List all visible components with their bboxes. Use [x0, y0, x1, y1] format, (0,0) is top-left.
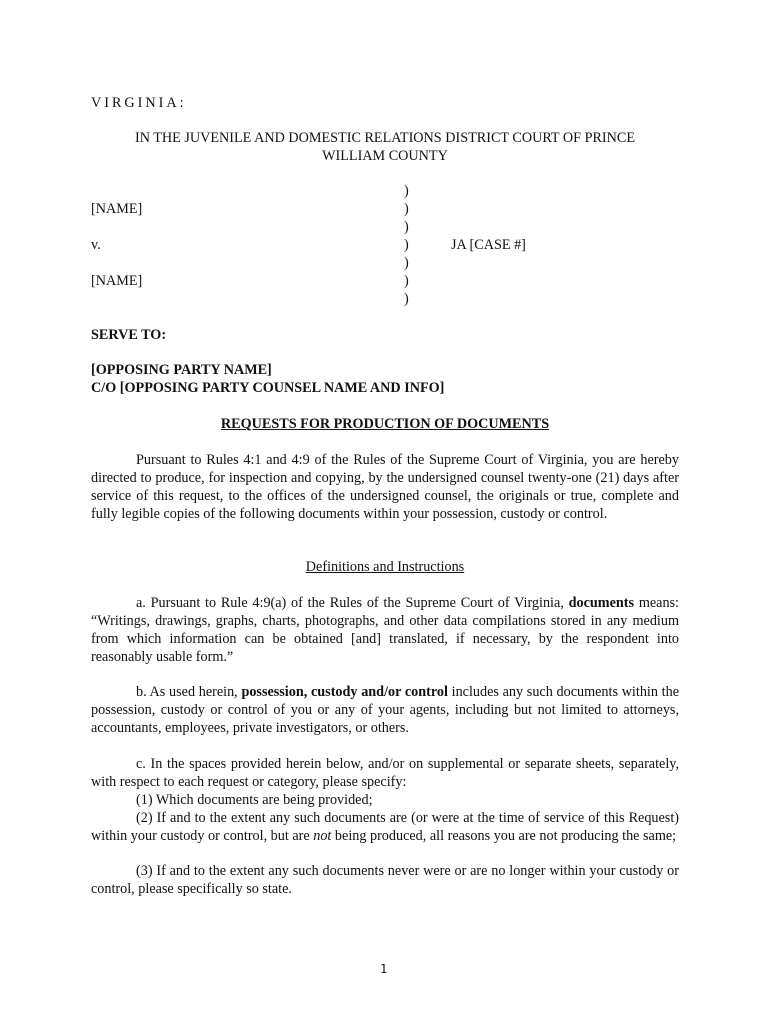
intro-paragraph: Pursuant to Rules 4:1 and 4:9 of the Rules of the Supreme Court of Virginia, you are hereby directed to produce, for inspection and copying, by the undersigned counsel twenty-one (21) days after service of this request, to the offices of the undersigned counsel, the originals or true, complete and fully legible copies of the following documents within your possession, custody or control.	[91, 452, 679, 522]
definition-a-text: means: “Writings, drawings, graphs, charts, photographs, and other data compilations stored in any medium from which information can be obtained [and] translated, if necessary, by the respondent into reasonably usable form.”	[91, 595, 680, 665]
definition-b-term: possession, custody and/or control	[241, 684, 448, 700]
caption-paren: )	[404, 219, 409, 235]
court-name-line-2: WILLIAM COUNTY	[322, 148, 448, 164]
definition-c: c. In the spaces provided herein below, and/or on supplemental or separate sheets, separately, with respect to each request or category, please specify:	[91, 756, 679, 790]
definition-b-text: b. As used herein,	[136, 684, 242, 700]
caption-paren: )	[404, 201, 409, 217]
case-number: JA [CASE #]	[451, 237, 526, 253]
page-number: 1	[380, 962, 388, 976]
caption-paren: )	[404, 273, 409, 289]
caption-paren: )	[404, 183, 409, 199]
opposing-counsel-info: C/O [OPPOSING PARTY COUNSEL NAME AND INFO]	[91, 380, 445, 396]
document-title: REQUESTS FOR PRODUCTION OF DOCUMENTS	[220, 416, 550, 432]
instruction-item-2-text: (2) If and to the extent any such documents are (or were at the time of service of this Request) within your custody or control, but are	[91, 810, 679, 844]
definition-a-term: documents	[568, 595, 635, 611]
caption-paren: )	[404, 255, 409, 271]
instruction-item-2-text: being produced, all reasons you are not producing the same;	[331, 828, 677, 844]
opposing-party-name: [OPPOSING PARTY NAME]	[91, 362, 272, 378]
party-2-name: [NAME]	[91, 273, 143, 289]
caption-paren: )	[404, 291, 409, 307]
instruction-item-3: (3) If and to the extent any such documents never were or are no longer within your custody or control, please specifically so state.	[91, 863, 679, 897]
definitions-heading: Definitions and Instructions	[305, 559, 465, 575]
serve-to-label: SERVE TO:	[91, 327, 167, 343]
instruction-item-2	[91, 809, 679, 845]
definition-a	[91, 594, 679, 666]
instruction-item-1: (1) Which documents are being provided;	[136, 792, 373, 808]
definition-b-text: includes any such documents within the possession, custody or control of you or any of your agents, including but not limited to attorneys, accountants, employees, private investigators, or others.	[91, 684, 679, 736]
instruction-item-2-emphasis: not	[313, 828, 332, 844]
versus-label: v.	[91, 237, 101, 253]
court-name-line-1: IN THE JUVENILE AND DOMESTIC RELATIONS DISTRICT COURT OF PRINCE	[134, 130, 636, 146]
party-1-name: [NAME]	[91, 201, 143, 217]
caption-paren: )	[404, 237, 409, 253]
definition-a-text: a. Pursuant to Rule 4:9(a) of the Rules of the Supreme Court of Virginia,	[136, 595, 569, 611]
definition-b	[91, 683, 679, 737]
state-heading: VIRGINIA:	[91, 95, 187, 111]
